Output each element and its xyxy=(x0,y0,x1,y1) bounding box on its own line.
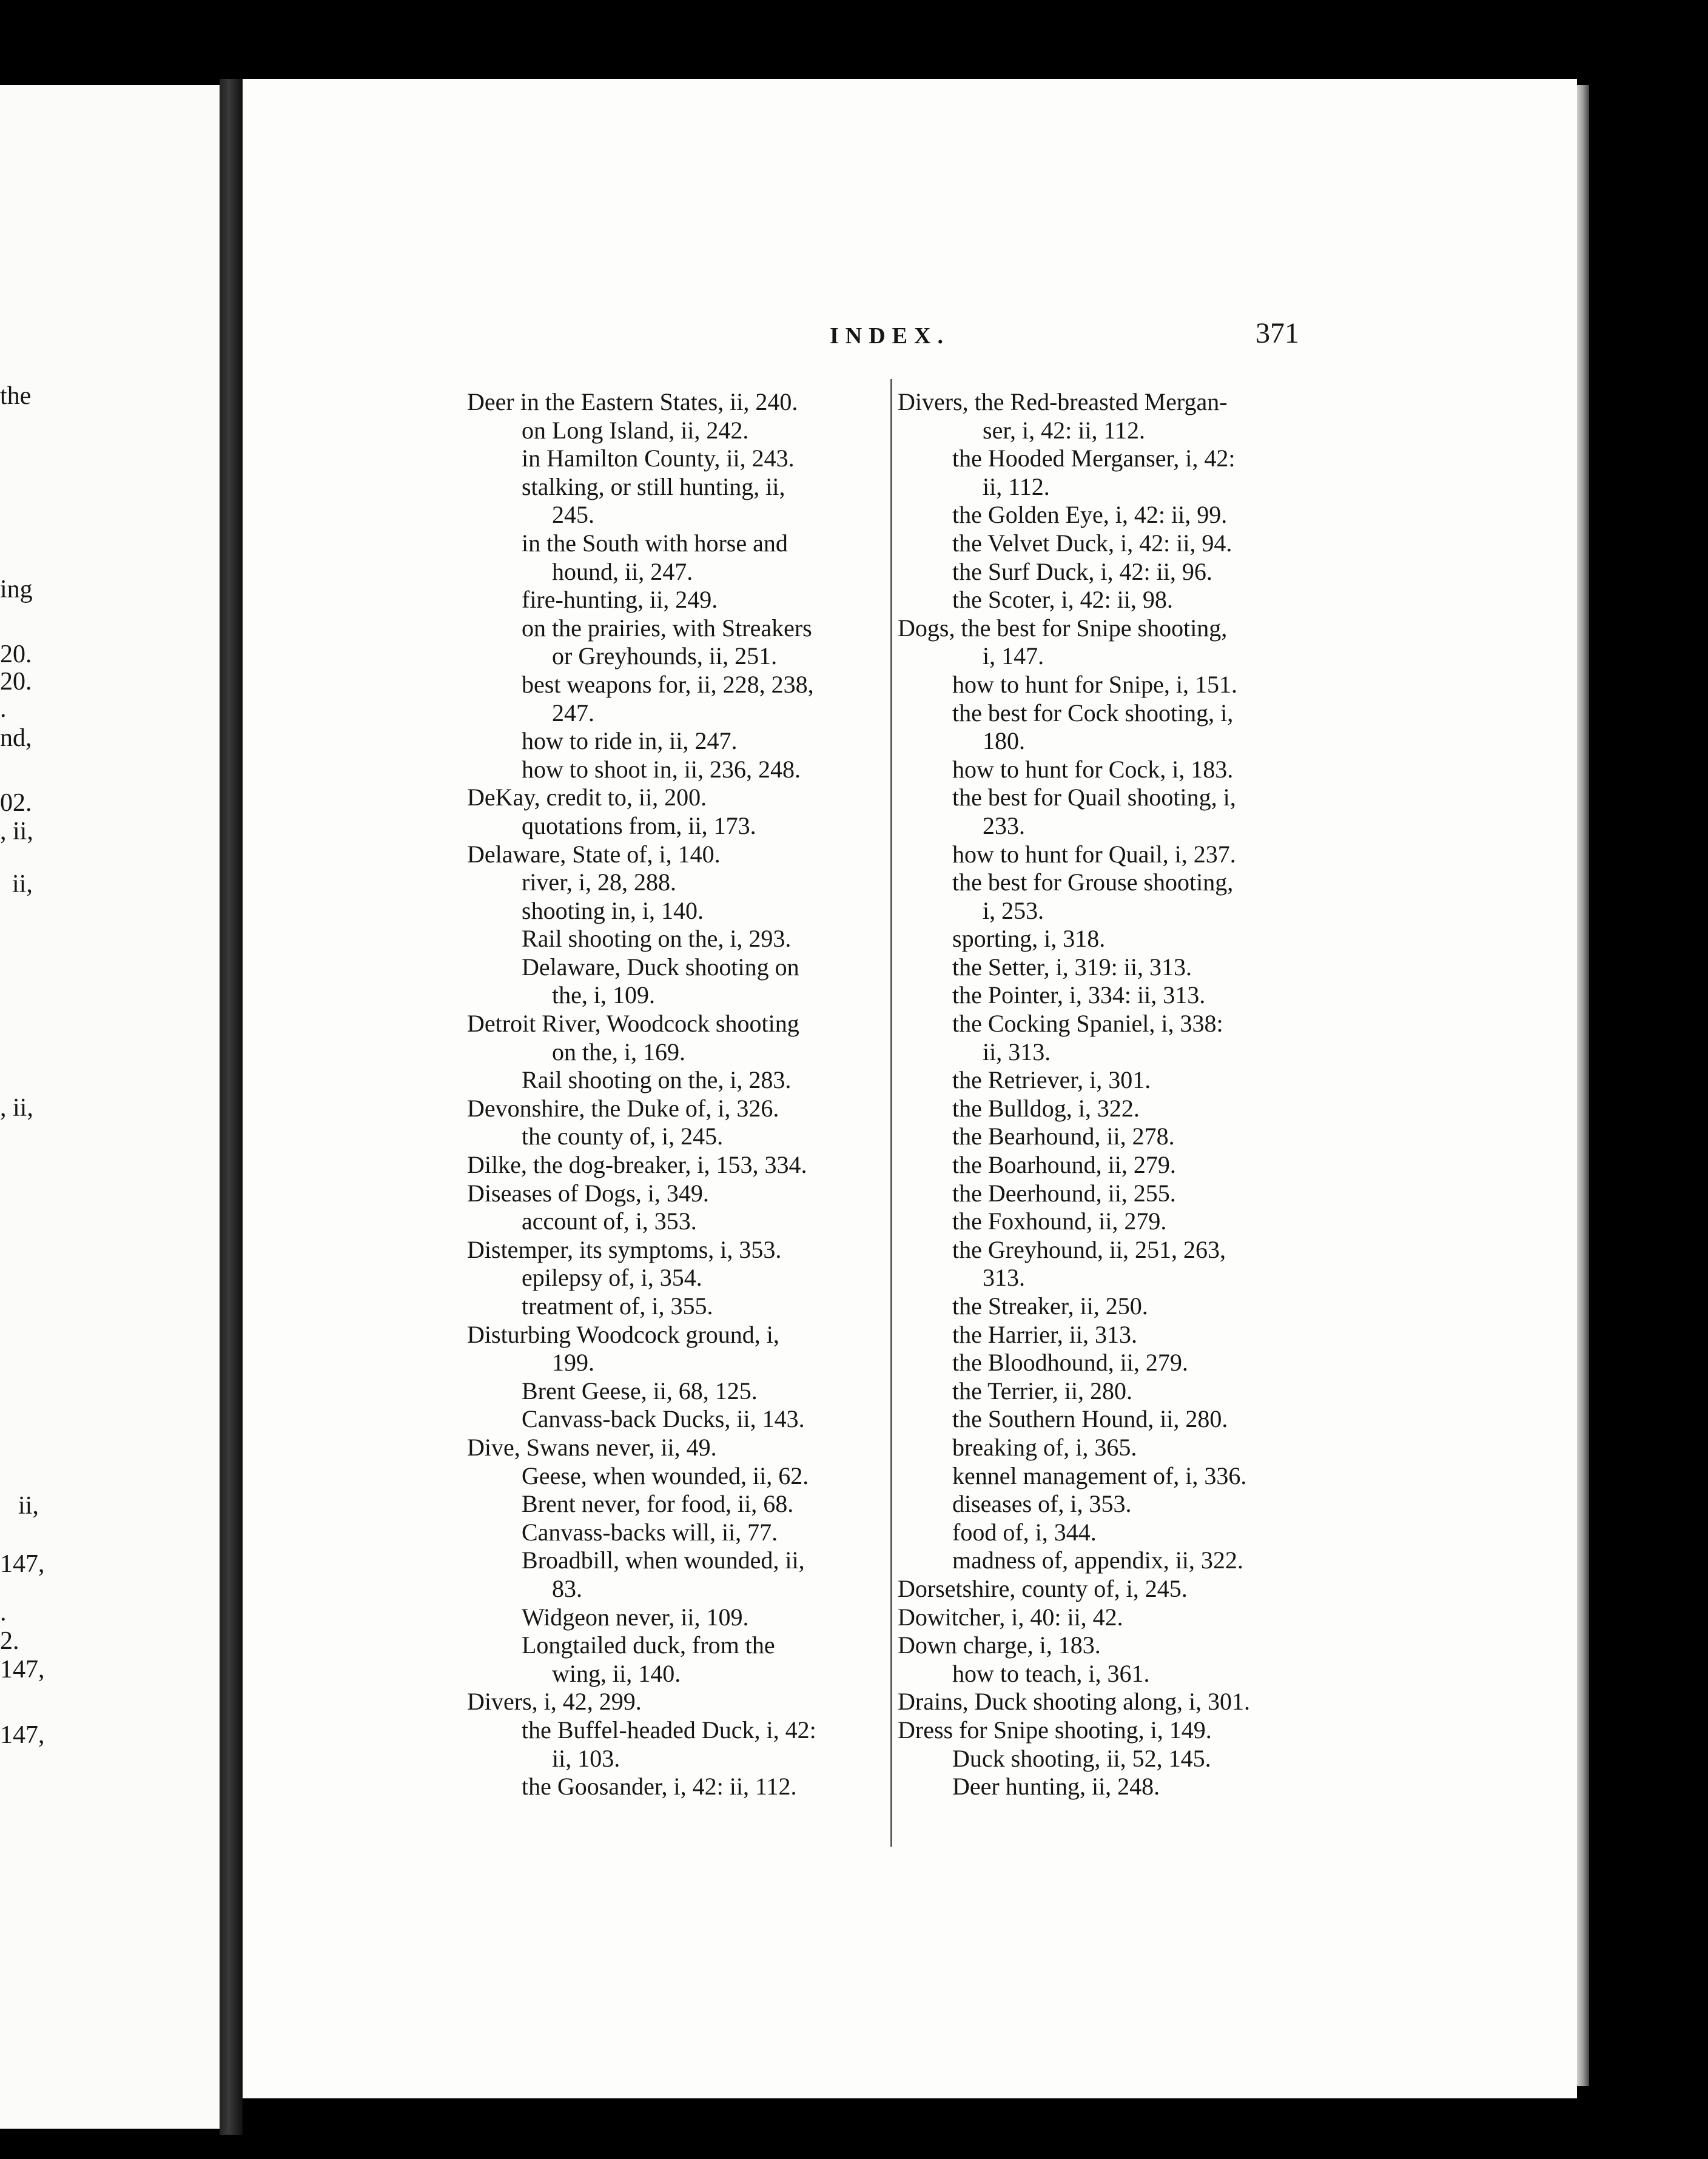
index-entry-main: Dorsetshire, county of, i, 245. xyxy=(898,1574,1188,1602)
book-spine xyxy=(220,79,243,2135)
index-entry-sub: Canvass-back Ducks, ii, 143. xyxy=(522,1405,805,1433)
previous-page-fragment: ii, xyxy=(18,1492,39,1520)
index-entry-sub: i, 253. xyxy=(983,896,1044,924)
index-column-left xyxy=(467,388,892,1801)
index-entry-sub: best weapons for, ii, 228, 238, xyxy=(522,670,814,698)
previous-page-fragment: 147, xyxy=(0,1550,45,1578)
index-entry-sub: Brent Geese, ii, 68, 125. xyxy=(522,1377,758,1405)
index-entry-sub: Broadbill, when wounded, ii, xyxy=(522,1546,805,1574)
running-head: INDEX. xyxy=(830,323,950,349)
index-entry-sub: on the prairies, with Streakers xyxy=(522,614,812,642)
index-entry-sub: the Retriever, i, 301. xyxy=(952,1066,1151,1094)
index-entry-sub: hound, ii, 247. xyxy=(552,557,693,585)
index-entry-sub: Widgeon never, ii, 109. xyxy=(522,1603,749,1631)
index-entry-sub: Duck shooting, ii, 52, 145. xyxy=(952,1744,1211,1772)
index-entry-sub: how to teach, i, 361. xyxy=(952,1659,1150,1687)
index-entry-sub: the Cocking Spaniel, i, 338: xyxy=(952,1010,1223,1038)
index-entry-sub: the best for Grouse shooting, xyxy=(952,868,1234,896)
index-entry-main: Dress for Snipe shooting, i, 149. xyxy=(898,1716,1212,1744)
index-entry-main: Dive, Swans never, ii, 49. xyxy=(467,1433,717,1461)
previous-page-fragment: 2. xyxy=(0,1627,19,1655)
index-entry-sub: Canvass-backs will, ii, 77. xyxy=(522,1518,778,1546)
index-entry-sub: 245. xyxy=(552,501,594,529)
index-entry-sub: fire-hunting, ii, 249. xyxy=(522,586,718,614)
index-entry-sub: ii, 103. xyxy=(552,1744,620,1772)
index-entry-sub: Rail shooting on the, i, 293. xyxy=(522,925,792,953)
index-entry-sub: 180. xyxy=(983,727,1025,755)
index-entry-sub: the, i, 109. xyxy=(552,981,655,1009)
index-entry-main: DeKay, credit to, ii, 200. xyxy=(467,784,707,811)
index-entry-sub: wing, ii, 140. xyxy=(552,1659,681,1687)
previous-page xyxy=(0,85,220,2129)
index-entry-sub: in the South with horse and xyxy=(522,529,788,557)
index-entry-main: Diseases of Dogs, i, 349. xyxy=(467,1179,709,1207)
previous-page-fragment: 147, xyxy=(0,1721,45,1749)
index-entry-sub: the best for Quail shooting, i, xyxy=(952,784,1236,811)
previous-page-fragment: 147, xyxy=(0,1656,45,1684)
previous-page-fragment: the xyxy=(0,382,32,410)
previous-page-fragment: ii, xyxy=(12,870,33,898)
previous-page-fragment: , ii, xyxy=(0,1094,33,1122)
index-entry-sub: the Surf Duck, i, 42: ii, 96. xyxy=(952,557,1212,585)
previous-page-fragment: 02. xyxy=(0,789,32,817)
index-entry-sub: the Golden Eye, i, 42: ii, 99. xyxy=(952,501,1228,529)
index-entry-sub: in Hamilton County, ii, 243. xyxy=(522,445,795,472)
index-entry-sub: ser, i, 42: ii, 112. xyxy=(983,416,1146,444)
index-entry-sub: on the, i, 169. xyxy=(552,1038,685,1066)
index-entry-main: Dowitcher, i, 40: ii, 42. xyxy=(898,1603,1123,1631)
index-entry-sub: the Hooded Merganser, i, 42: xyxy=(952,445,1236,472)
index-entry-sub: the Southern Hound, ii, 280. xyxy=(952,1405,1228,1433)
index-entry-sub: how to hunt for Snipe, i, 151. xyxy=(952,670,1237,698)
index-entry-sub: the Bearhound, ii, 278. xyxy=(952,1123,1175,1150)
index-entry-main: Detroit River, Woodcock shooting xyxy=(467,1010,799,1038)
index-entry-sub: or Greyhounds, ii, 251. xyxy=(552,642,778,670)
index-entry-sub: how to shoot in, ii, 236, 248. xyxy=(522,755,801,783)
index-column-right xyxy=(898,388,1322,1801)
index-entry-sub: breaking of, i, 365. xyxy=(952,1433,1137,1461)
index-entry-sub: 247. xyxy=(552,699,594,727)
index-entry-sub: the Bulldog, i, 322. xyxy=(952,1094,1140,1122)
index-entry-sub: kennel management of, i, 336. xyxy=(952,1462,1247,1489)
index-entry-sub: shooting in, i, 140. xyxy=(522,896,704,924)
index-entry-main: Distemper, its symptoms, i, 353. xyxy=(467,1235,782,1263)
index-entry-sub: account of, i, 353. xyxy=(522,1207,697,1235)
index-entry-main: Dilke, the dog-breaker, i, 153, 334. xyxy=(467,1151,807,1179)
index-entry-sub: the best for Cock shooting, i, xyxy=(952,699,1234,727)
index-entry-sub: on Long Island, ii, 242. xyxy=(522,416,749,444)
index-entry-main: Down charge, i, 183. xyxy=(898,1631,1101,1659)
index-entry-sub: the Boarhound, ii, 279. xyxy=(952,1151,1176,1179)
index-entry-main: Disturbing Woodcock ground, i, xyxy=(467,1320,779,1348)
index-entry-sub: Geese, when wounded, ii, 62. xyxy=(522,1462,809,1489)
index-entry-sub: the Goosander, i, 42: ii, 112. xyxy=(522,1773,797,1801)
index-entry-sub: the Harrier, ii, 313. xyxy=(952,1320,1137,1348)
previous-page-fragment: . xyxy=(0,695,7,723)
index-entry-sub: epilepsy of, i, 354. xyxy=(522,1264,702,1292)
index-entry-main: Delaware, State of, i, 140. xyxy=(467,840,721,868)
index-entry-sub: the Setter, i, 319: ii, 313. xyxy=(952,953,1192,981)
index-entry-sub: 199. xyxy=(552,1349,594,1377)
index-entry-sub: diseases of, i, 353. xyxy=(952,1490,1132,1518)
index-entry-main: Deer in the Eastern States, ii, 240. xyxy=(467,388,798,415)
index-entry-sub: the Greyhound, ii, 251, 263, xyxy=(952,1235,1226,1263)
previous-page-fragment: ing xyxy=(0,576,33,603)
index-entry-sub: Longtailed duck, from the xyxy=(522,1631,775,1659)
index-entry-sub: the Buffel-headed Duck, i, 42: xyxy=(522,1716,816,1744)
index-entry-sub: quotations from, ii, 173. xyxy=(522,811,756,839)
index-entry-sub: the Velvet Duck, i, 42: ii, 94. xyxy=(952,529,1232,557)
page-number: 371 xyxy=(1256,317,1299,349)
index-entry-sub: stalking, or still hunting, ii, xyxy=(522,472,785,500)
index-entry-sub: how to hunt for Cock, i, 183. xyxy=(952,755,1234,783)
previous-page-fragment: . xyxy=(0,1599,7,1627)
index-entry-sub: ii, 313. xyxy=(983,1038,1051,1066)
index-entry-main: Divers, the Red-breasted Mergan- xyxy=(898,388,1228,415)
index-entry-sub: sporting, i, 318. xyxy=(952,925,1106,953)
index-entry-sub: ii, 112. xyxy=(983,472,1050,500)
page-edge xyxy=(1577,85,1589,2086)
index-entry-sub: Deer hunting, ii, 248. xyxy=(952,1773,1160,1801)
index-entry-sub: how to hunt for Quail, i, 237. xyxy=(952,840,1236,868)
index-entry-sub: i, 147. xyxy=(983,642,1044,670)
index-entry-sub: the Scoter, i, 42: ii, 98. xyxy=(952,586,1173,614)
index-entry-sub: 313. xyxy=(983,1264,1025,1292)
index-entry-sub: the Terrier, ii, 280. xyxy=(952,1377,1132,1405)
index-entry-sub: the Bloodhound, ii, 279. xyxy=(952,1349,1188,1377)
index-entry-main: Divers, i, 42, 299. xyxy=(467,1688,642,1716)
index-entry-sub: Delaware, Duck shooting on xyxy=(522,953,799,981)
previous-page-fragment: nd, xyxy=(0,724,32,752)
index-entry-sub: Rail shooting on the, i, 283. xyxy=(522,1066,792,1094)
index-entry-sub: 83. xyxy=(552,1574,582,1602)
index-entry-sub: river, i, 28, 288. xyxy=(522,868,677,896)
index-entry-main: Dogs, the best for Snipe shooting, xyxy=(898,614,1228,642)
index-entry-main: Drains, Duck shooting along, i, 301. xyxy=(898,1688,1251,1716)
index-entry-main: Devonshire, the Duke of, i, 326. xyxy=(467,1094,779,1122)
index-entry-sub: food of, i, 344. xyxy=(952,1518,1097,1546)
index-entry-sub: the Deerhound, ii, 255. xyxy=(952,1179,1176,1207)
index-entry-sub: 233. xyxy=(983,811,1025,839)
previous-page-fragment: , ii, xyxy=(0,818,33,845)
previous-page-fragment: 20. xyxy=(0,640,32,668)
index-entry-sub: madness of, appendix, ii, 322. xyxy=(952,1546,1243,1574)
index-entry-sub: the Pointer, i, 334: ii, 313. xyxy=(952,981,1206,1009)
index-entry-sub: the county of, i, 245. xyxy=(522,1123,724,1150)
index-entry-sub: how to ride in, ii, 247. xyxy=(522,727,738,755)
index-entry-sub: the Foxhound, ii, 279. xyxy=(952,1207,1167,1235)
index-entry-sub: Brent never, for food, ii, 68. xyxy=(522,1490,794,1518)
index-entry-sub: the Streaker, ii, 250. xyxy=(952,1292,1148,1320)
index-entry-sub: treatment of, i, 355. xyxy=(522,1292,713,1320)
previous-page-fragment: 20. xyxy=(0,668,32,696)
